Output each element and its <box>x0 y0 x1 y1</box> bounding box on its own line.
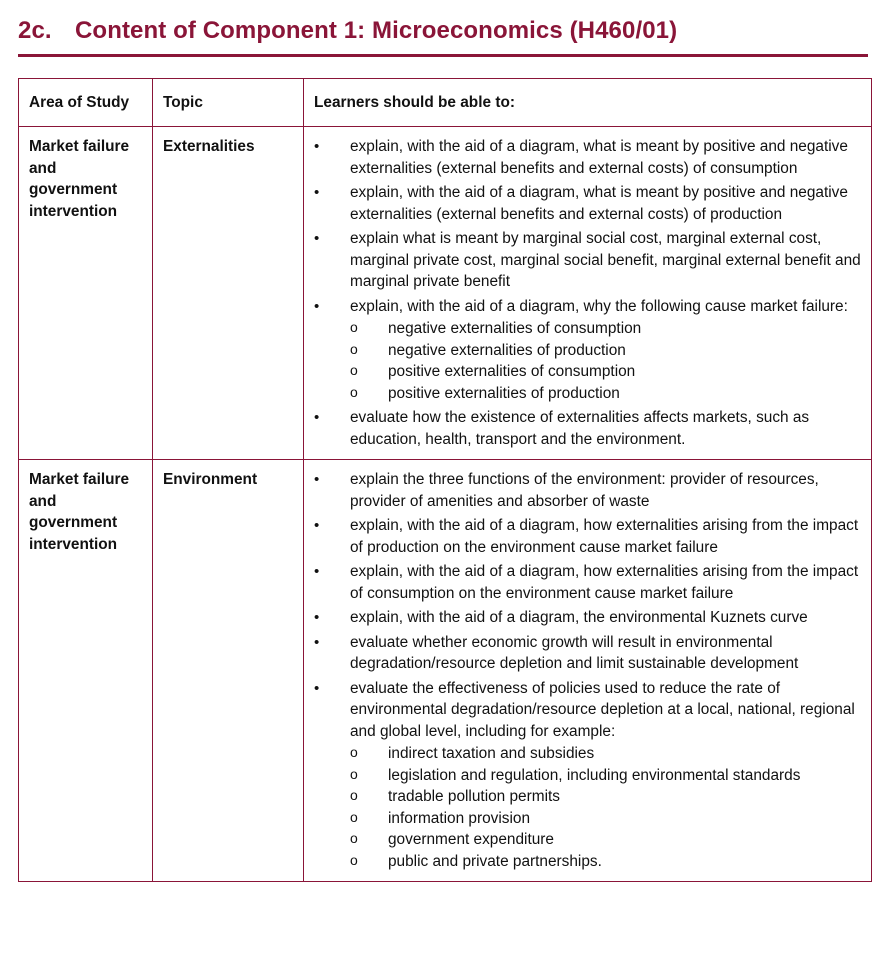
table-row <box>19 460 872 882</box>
section-heading <box>18 17 868 45</box>
sub-item: o tradable pollution permits <box>350 786 861 808</box>
sub-item: o legislation and regulation, including environmental standards <box>350 765 861 787</box>
sub-list <box>350 318 861 404</box>
bullet-text: explain, with the aid of a diagram, what is meant by positive and negative externalities (external benefits and external costs) of production <box>350 184 848 223</box>
section-number: 2c. <box>18 17 52 44</box>
bullet-item <box>314 296 861 405</box>
bullet-item <box>314 607 861 629</box>
bullet-item <box>314 678 861 873</box>
bullet-item <box>314 182 861 225</box>
bullet-item <box>314 136 861 179</box>
bullet-item <box>314 228 861 293</box>
header-learners: Learners should be able to: <box>304 79 872 127</box>
header-area: Area of Study <box>19 79 153 127</box>
bullet-text: explain, with the aid of a diagram, the environmental Kuznets curve <box>350 609 808 626</box>
area-cell: Market failure and government intervention <box>19 127 153 460</box>
bullet-text: evaluate how the existence of externalities affects markets, such as education, health, transport and the environment. <box>350 409 810 448</box>
bullet-text: evaluate whether economic growth will result in environmental degradation/resource depletion and limit sustainable development <box>350 633 799 672</box>
bullet-text: explain, with the aid of a diagram, how externalities arising from the impact of production on the environment cause market failure <box>350 517 859 556</box>
bullet-list <box>314 469 861 872</box>
heading-rule <box>18 54 868 57</box>
bullet-text: explain, with the aid of a diagram, how externalities arising from the impact of consumption on the environment cause market failure <box>350 563 859 602</box>
header-topic: Topic <box>153 79 304 127</box>
bullet-item <box>314 407 861 450</box>
bullet-item <box>314 469 861 512</box>
sub-item: o government expenditure <box>350 829 861 851</box>
content-table <box>18 78 872 882</box>
bullet-text: evaluate the effectiveness of policies used to reduce the rate of environmental degradation/resource depletion at a local, national, regional and global level, including for example: <box>350 679 855 740</box>
bullet-item <box>314 515 861 558</box>
points-cell <box>304 127 872 460</box>
sub-item: o information provision <box>350 808 861 830</box>
bullet-text: explain, with the aid of a diagram, why the following cause market failure: <box>350 297 848 315</box>
section-title: Content of Component 1: Microeconomics (H460/01) <box>75 17 678 44</box>
bullet-text: explain the three functions of the environment: provider of resources, provider of amenities and absorber of waste <box>350 471 819 510</box>
bullet-item <box>314 561 861 604</box>
sub-item: o positive externalities of consumption <box>350 361 861 383</box>
sub-list <box>350 743 861 872</box>
bullet-item <box>314 632 861 675</box>
header-row <box>19 79 872 127</box>
topic-cell: Environment <box>153 460 304 882</box>
sub-item: o negative externalities of production <box>350 340 861 362</box>
bullet-text: explain what is meant by marginal social cost, marginal external cost, marginal private cost, marginal social benefit, marginal external benefit and marginal private benefit <box>350 230 861 290</box>
table-row <box>19 127 872 460</box>
sub-item: o negative externalities of consumption <box>350 318 861 340</box>
topic-cell: Externalities <box>153 127 304 460</box>
sub-item: o indirect taxation and subsidies <box>350 743 861 765</box>
area-cell: Market failure and government intervention <box>19 460 153 882</box>
sub-item: o positive externalities of production <box>350 383 861 405</box>
bullet-list <box>314 136 861 450</box>
points-cell <box>304 460 872 882</box>
bullet-text: explain, with the aid of a diagram, what is meant by positive and negative externalities (external benefits and external costs) of consumption <box>350 138 848 177</box>
sub-item: o public and private partnerships. <box>350 851 861 873</box>
